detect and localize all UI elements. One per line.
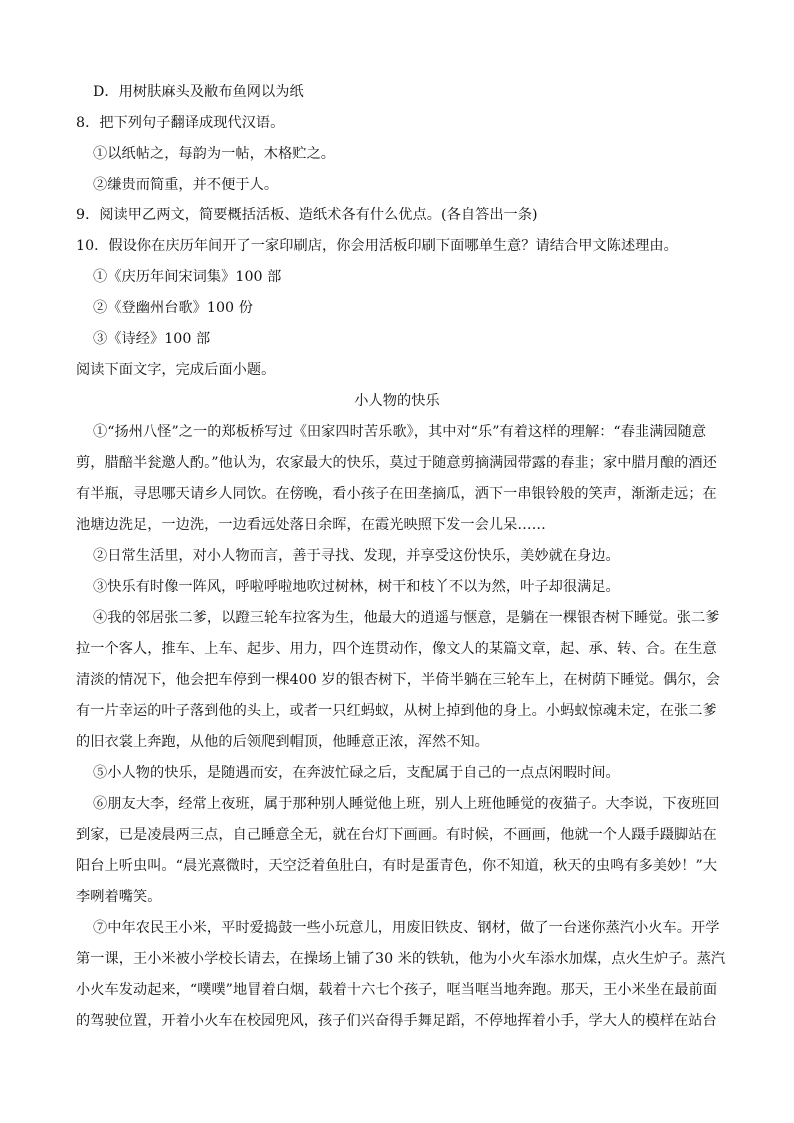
article-line: ①“扬州八怪”之一的郑板桥写过《田家四时苦乐歌》，其中对“乐”有着这样的理解：“春韭满园随意 <box>93 424 707 440</box>
reading-intro: 阅读下面文字，完成后面小题。 <box>76 362 276 378</box>
question-8-item-1: ①以纸帖之，每韵为一帖，木格贮之。 <box>93 146 336 162</box>
question-10-stem: 10．假设你在庆历年间开了一家印刷店，你会用活板印刷下面哪单生意？请结合甲文陈述理由。 <box>76 238 678 254</box>
question-10-item-1: ①《庆历年间宋词集》100 部 <box>93 269 282 285</box>
article-line: ⑤小人物的快乐，是随遇而安，在奔波忙碌之后，支配属于自己的一点点闲暇时间。 <box>93 765 620 781</box>
article-title: 小人物的快乐 <box>354 393 440 409</box>
question-8-stem: 8．把下列句子翻译成现代汉语。 <box>76 115 285 131</box>
article-line: 有半瓶，寻思哪天请乡人同饮。在傍晚，看小孩子在田垄摘瓜，洒下一串银铃般的笑声，渐渐走远；在 <box>76 486 717 502</box>
question-10-item-2: ②《登幽州台歌》100 份 <box>93 300 253 316</box>
article-line: 阳台上听虫叫。“晨光熹微时，天空泛着鱼肚白，有时是蛋青色，你不知道，秋天的虫鸣有多美妙！”大 <box>76 858 718 874</box>
article-line: 的旧衣裳上奔跑，从他的后领爬到帽顶，他睡意正浓，浑然不知。 <box>76 734 489 750</box>
option-d: D．用树肤麻头及敝布鱼网以为纸 <box>93 84 304 100</box>
article-line: 有一片幸运的叶子落到他的头上，或者一只红蚂蚁，从树上掉到他的身上。小蚂蚁惊魂未定，在张二爹 <box>76 703 717 719</box>
article-line: 的驾驶位置，开着小火车在校园兜风，孩子们兴奋得手舞足蹈，不停地挥着小手，学大人的模样在站台 <box>76 1013 717 1029</box>
article-line: 拉一个客人，推车、上车、起步、用力，四个连贯动作，像文人的某篇文章，起、承、转、合。在生意 <box>76 641 717 657</box>
question-9: 9．阅读甲乙两文，简要概括活板、造纸术各有什么优点。(各自答出一条) <box>76 207 538 223</box>
article-line: 第一课，王小米被小学校长请去，在操场上铺了30 米的铁轨，他为小火车添水加煤，点火生炉子。蒸汽 <box>76 951 726 967</box>
question-8-item-2: ②缣贵而简重，并不便于人。 <box>93 177 279 193</box>
article-line: ⑥朋友大李，经常上夜班，属于那种别人睡觉他上班，别人上班他睡觉的夜猫子。大李说，下夜班回 <box>93 796 720 812</box>
article-line: 清淡的情况下，他会把车停到一棵400 岁的银杏树下，半倚半躺在三轮车上，在树荫下睡觉。偶尔，会 <box>76 672 721 688</box>
article-line: 到家，已是凌晨两三点，自己睡意全无，就在台灯下画画。有时候，不画画，他就一个人蹑手蹑脚站在 <box>76 827 717 843</box>
article-line: 剪，腊醅半瓮邀人酌。”他认为，农家最大的快乐，莫过于随意剪摘满园带露的春韭；家中腊月酿的酒还 <box>76 455 717 471</box>
article-line: ③快乐有时像一阵风，呼啦呼啦地吹过树林，树干和枝丫不以为然，叶子却很满足。 <box>93 579 620 595</box>
question-10-item-3: ③《诗经》100 部 <box>93 331 211 347</box>
article-line: 池塘边洗足，一边洗，一边看远处落日余晖，在霞光映照下发一会儿呆…… <box>76 517 546 533</box>
article-line: 小火车发动起来，“噗噗”地冒着白烟，载着十六七个孩子，哐当哐当地奔跑。那天，王小米坐在最前面 <box>76 982 718 998</box>
article-line: ②日常生活里，对小人物而言，善于寻找、发现，并享受这份快乐，美妙就在身边。 <box>93 548 620 564</box>
article-line: ④我的邻居张二爹，以蹬三轮车拉客为生，他最大的逍遥与惬意，是躺在一棵银杏树下睡觉。张二爹 <box>93 610 720 626</box>
article-line: ⑦中年农民王小米，平时爱捣鼓一些小玩意儿，用废旧铁皮、钢材，做了一台迷你蒸汽小火车。开学 <box>93 920 720 936</box>
article-line: 李咧着嘴笑。 <box>76 889 162 905</box>
